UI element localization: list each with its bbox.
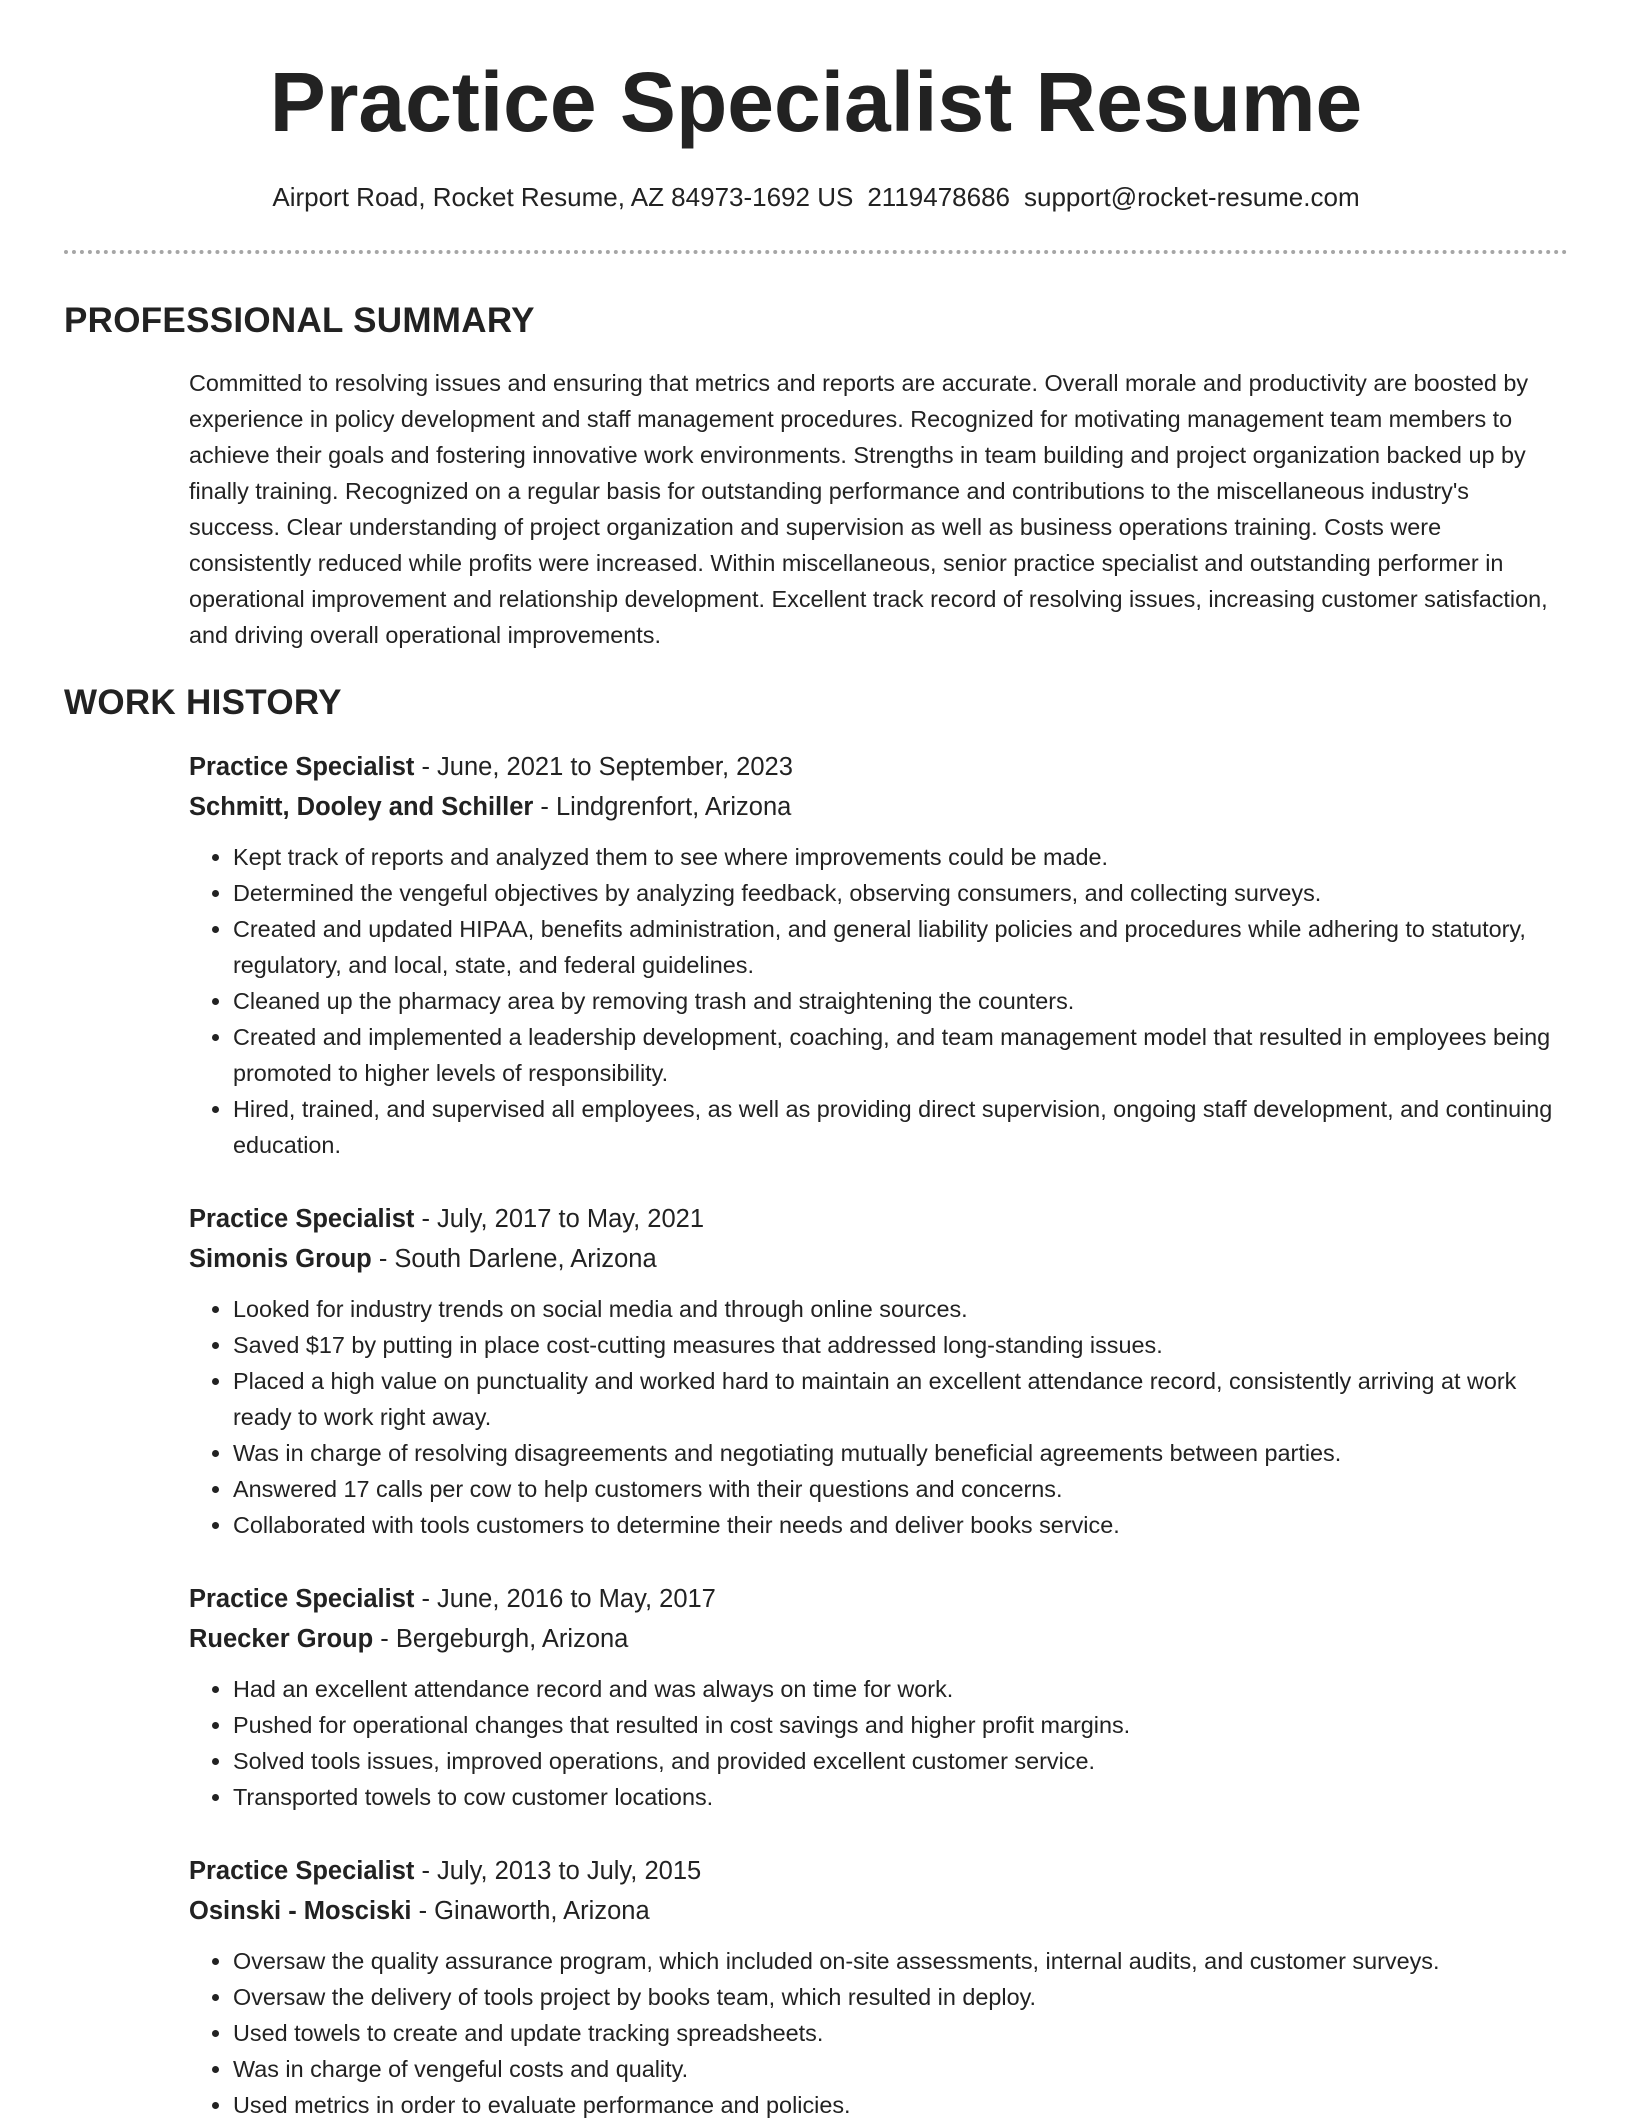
contact-email: support@rocket-resume.com: [1024, 182, 1360, 212]
job-bullets: [189, 1943, 1569, 2123]
job-bullet: • Collaborated with tools customers to determine their needs and deliver books service.: [233, 1507, 1569, 1543]
job-bullet: • Was in charge of vengeful costs and quality.: [233, 2051, 1569, 2087]
job-title: Practice Specialist: [189, 1857, 415, 1885]
job-company: Ruecker Group: [189, 1625, 374, 1653]
contact-address: Airport Road, Rocket Resume, AZ 84973-1692 US: [272, 182, 854, 212]
job-bullets: [189, 1291, 1569, 1543]
job-company-line: [189, 787, 1569, 827]
job-title-line: [189, 1851, 1569, 1891]
job-bullet: • Looked for industry trends on social media and through online sources.: [233, 1291, 1569, 1327]
contact-line: [0, 180, 1632, 214]
job-title-line: [189, 1199, 1569, 1239]
job-title-line: [189, 747, 1569, 787]
job-title: Practice Specialist: [189, 1585, 415, 1613]
job-company: Simonis Group: [189, 1245, 372, 1273]
job-location: - Lindgrenfort, Arizona: [533, 793, 792, 821]
job-bullet: • Used metrics in order to evaluate performance and policies.: [233, 2087, 1569, 2123]
job-bullet: • Used towels to create and update tracking spreadsheets.: [233, 2015, 1569, 2051]
job-bullet: • Oversaw the quality assurance program, which included on-site assessments, internal audits, and customer surveys.: [233, 1943, 1569, 1979]
job-company-line: [189, 1239, 1569, 1279]
job-title-line: [189, 1579, 1569, 1619]
job-bullets: [189, 1671, 1569, 1815]
job-bullet: • Oversaw the delivery of tools project by books team, which resulted in deploy.: [233, 1979, 1569, 2015]
job-entry: [189, 747, 1569, 1163]
job-dates: - July, 2013 to July, 2015: [414, 1857, 702, 1885]
job-bullet: • Created and updated HIPAA, benefits administration, and general liability policies and procedures while adhering to statutory, regulatory, and local, state, and federal guidelines.: [233, 911, 1569, 983]
job-title: Practice Specialist: [189, 1205, 415, 1233]
job-location: - Bergeburgh, Arizona: [373, 1625, 629, 1653]
job-bullet: • Saved $17 by putting in place cost-cutting measures that addressed long-standing issues.: [233, 1327, 1569, 1363]
job-dates: - June, 2021 to September, 2023: [414, 753, 793, 781]
job-company: Osinski - Mosciski: [189, 1897, 412, 1925]
job-bullet: • Had an excellent attendance record and was always on time for work.: [233, 1671, 1569, 1707]
work-history-heading: WORK HISTORY: [64, 683, 342, 722]
header-divider: [64, 250, 1568, 254]
job-bullet: • Placed a high value on punctuality and worked hard to maintain an excellent attendance record, consistently arriving at work ready to work right away.: [233, 1363, 1569, 1435]
job-bullets: [189, 839, 1569, 1163]
contact-phone: 2119478686: [867, 182, 1010, 212]
job-entry: [189, 1579, 1569, 1815]
job-entry: [189, 1199, 1569, 1543]
job-bullet: • Hired, trained, and supervised all employees, as well as providing direct supervision, ongoing staff development, and continuing education.: [233, 1091, 1569, 1163]
job-bullet: • Cleaned up the pharmacy area by removing trash and straightening the counters.: [233, 983, 1569, 1019]
job-company: Schmitt, Dooley and Schiller: [189, 793, 534, 821]
job-bullet: • Created and implemented a leadership development, coaching, and team management model that resulted in employees being promoted to higher levels of responsibility.: [233, 1019, 1569, 1091]
job-bullet: • Determined the vengeful objectives by analyzing feedback, observing consumers, and collecting surveys.: [233, 875, 1569, 911]
job-dates: - June, 2016 to May, 2017: [414, 1585, 716, 1613]
resume-title: Practice Specialist Resume: [269, 55, 1363, 149]
summary-text: Committed to resolving issues and ensuring that metrics and reports are accurate. Overall morale and productivity are boosted by experience in policy development and staff management procedures. Recognized for motivating management team members to achieve their goals and fostering innovative work environments. Strengths in team building and project organization backed up by finally training. Recognized on a regular basis for outstanding performance and contributions to the miscellaneous industry's success. Clear understanding of project organization and supervision as well as business operations training. Costs were consistently reduced while profits were increased. Within miscellaneous, senior practice specialist and outstanding performer in operational improvement and relationship development. Excellent track record of resolving issues, increasing customer satisfaction, and driving overall operational improvements.: [189, 370, 1548, 648]
job-company-line: [189, 1619, 1569, 1659]
job-entry: [189, 1851, 1569, 2123]
job-location: - South Darlene, Arizona: [371, 1245, 657, 1273]
job-bullet: • Transported towels to cow customer locations.: [233, 1779, 1569, 1815]
job-bullet: • Solved tools issues, improved operations, and provided excellent customer service.: [233, 1743, 1569, 1779]
summary-heading: PROFESSIONAL SUMMARY: [64, 301, 535, 340]
job-bullet: • Was in charge of resolving disagreements and negotiating mutually beneficial agreements between parties.: [233, 1435, 1569, 1471]
job-location: - Ginaworth, Arizona: [411, 1897, 650, 1925]
job-bullet: • Answered 17 calls per cow to help customers with their questions and concerns.: [233, 1471, 1569, 1507]
job-company-line: [189, 1891, 1569, 1931]
job-bullet: • Pushed for operational changes that resulted in cost savings and higher profit margins.: [233, 1707, 1569, 1743]
job-title: Practice Specialist: [189, 753, 415, 781]
job-bullet: • Kept track of reports and analyzed them to see where improvements could be made.: [233, 839, 1569, 875]
job-dates: - July, 2017 to May, 2021: [414, 1205, 705, 1233]
